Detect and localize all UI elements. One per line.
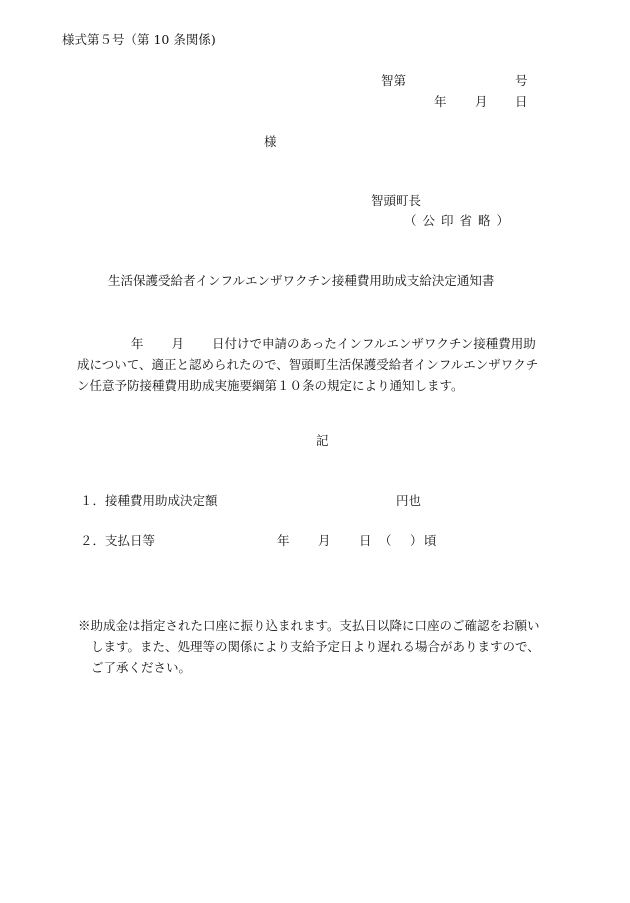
document-title: 生活保護受給者インフルエンザワクチン接種費用助成支給決定通知書 xyxy=(108,273,495,288)
item-2-approx: 頃 xyxy=(424,533,437,548)
seal-omitted-note: （公印省略） xyxy=(404,213,516,228)
body-line-3: ン任意予防接種費用助成実施要綱第１０条の規定により通知します。 xyxy=(77,378,464,393)
body-line-1-text: 日付けで申請のあったインフルエンザワクチン接種費用助 xyxy=(212,336,536,351)
item-1-unit: 円也 xyxy=(396,493,422,508)
issue-date-year: 年 xyxy=(434,94,447,109)
item-2-paren-close: ） xyxy=(410,533,423,548)
payment-note xyxy=(78,615,540,678)
note-line-1: ※助成金は指定された口座に振り込まれます。支払日以降に口座のご確認をお願い xyxy=(78,618,540,633)
issue-date-day: 日 xyxy=(515,94,528,109)
body-paragraph xyxy=(77,333,582,396)
document-number-prefix: 智第 xyxy=(381,73,407,88)
item-1-label: １．接種費用助成決定額 xyxy=(80,493,218,508)
body-line-2: 成について、適正と認められたので、智頭町生活保護受給者インフルエンザワクチ xyxy=(77,357,539,372)
form-number: 様式第５号（第 10 条関係) xyxy=(62,32,216,47)
body-year: 年 xyxy=(131,336,144,351)
note-line-2: します。また、処理等の関係により支給予定日より遅れる場合がありますので、 xyxy=(91,639,540,654)
item-2-label: ２．支払日等 xyxy=(80,533,156,548)
body-line-1 xyxy=(77,333,582,354)
item-2-month: 月 xyxy=(318,533,331,548)
document-number-suffix: 号 xyxy=(515,73,528,88)
note-line-3: ご了承ください。 xyxy=(91,660,192,675)
body-month: 月 xyxy=(171,336,185,351)
item-2-paren-open: （ xyxy=(379,533,392,548)
issue-date-month: 月 xyxy=(475,94,488,109)
sender-name: 智頭町長 xyxy=(371,193,422,208)
ki-heading: 記 xyxy=(316,433,329,448)
recipient-honorific: 様 xyxy=(264,134,277,149)
item-2-day: 日 xyxy=(359,533,372,548)
item-2-year: 年 xyxy=(277,533,290,548)
